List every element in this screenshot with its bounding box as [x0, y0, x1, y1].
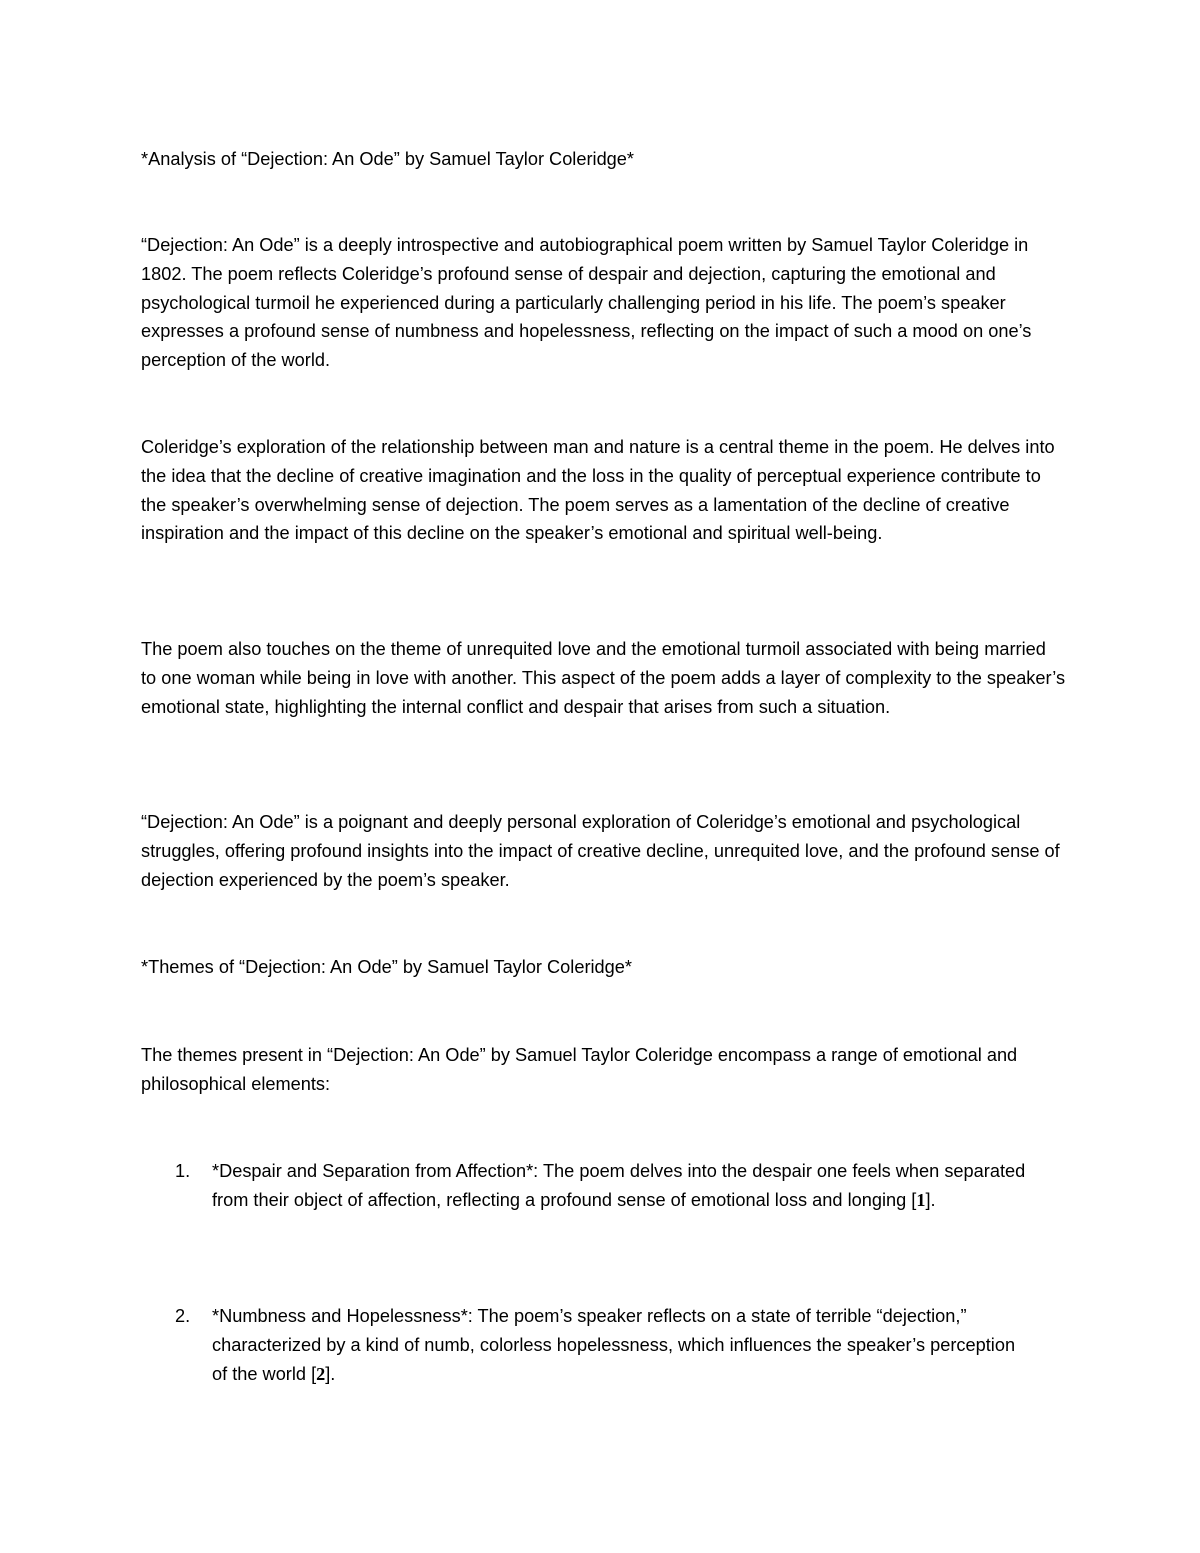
citation-ref: 2 [316, 1363, 326, 1384]
paragraph-intro: “Dejection: An Ode” is a deeply introspective and autobiographical poem written by Samuel Taylor Coleridge in 1802. The poem reflects Coleridge’s profound sense of despair and dejection, capturing the emotional and psychological turmoil he experienced during a particularly challenging period in his life. The poem’s speaker expresses a profound sense of numbness and hopelessness, reflecting on the impact of such a mood on one’s perception of the world. [141, 235, 1032, 371]
themes-heading: *Themes of “Dejection: An Ode” by Samuel Taylor Coleridge* [141, 957, 632, 977]
paragraph-conclusion: “Dejection: An Ode” is a poignant and deeply personal exploration of Coleridge’s emotional and psychological struggles, offering profound insights into the impact of creative decline, unrequited love, and the profound sense of dejection experienced by the poem’s speaker. [141, 812, 1060, 890]
analysis-heading: *Analysis of “Dejection: An Ode” by Samuel Taylor Coleridge* [141, 149, 634, 169]
list-number: 1. [175, 1161, 191, 1181]
citation-close: ]. [325, 1363, 336, 1384]
paragraph-nature: Coleridge’s exploration of the relationship between man and nature is a central theme in the poem. He delves into the idea that the decline of creative imagination and the loss in the quality of perceptual experience contribute to the speaker’s overwhelming sense of dejection. The poem serves as a lamentation of the decline of creative inspiration and the impact of this decline on the speaker’s emotional and spiritual well-being. [141, 437, 1055, 544]
theme-text: *Despair and Separation from Affection*: The poem delves into the despair one feels when separated from their object of affection, reflecting a profound sense of emotional loss and longing [ [212, 1161, 1026, 1210]
citation-ref: 1 [916, 1189, 926, 1210]
citation-close: ]. [925, 1189, 936, 1210]
theme-text: *Numbness and Hopelessness*: The poem’s speaker reflects on a state of terrible “dejection,” characterized by a kind of numb, colorless hopelessness, which influences the speaker’s perception of the world [ [212, 1306, 1016, 1384]
list-text [212, 1302, 1032, 1388]
list-number: 2. [175, 1306, 191, 1326]
themes-intro: The themes present in “Dejection: An Ode” by Samuel Taylor Coleridge encompass a range of emotional and philosophical elements: [141, 1045, 1018, 1094]
list-text [212, 1157, 1032, 1215]
paragraph-love: The poem also touches on the theme of unrequited love and the emotional turmoil associated with being married to one woman while being in love with another. This aspect of the poem adds a layer of complexity to the speaker’s emotional state, highlighting the internal conflict and despair that arises from such a situation. [141, 639, 1066, 717]
